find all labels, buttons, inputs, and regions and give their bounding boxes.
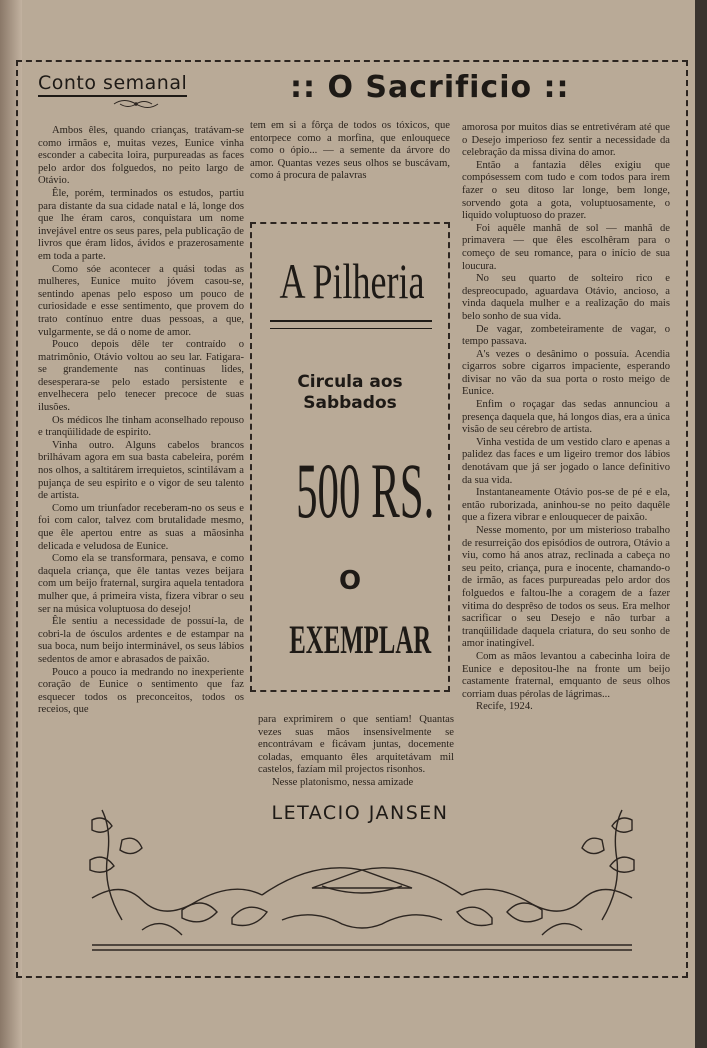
- paragraph: Vinha vestida de um vestido claro e apenas a palidez das faces e um ligeiro tremor dos lábios denotávam que já ser jogado o lance definitivo da sua vida.: [462, 436, 670, 486]
- paragraph: Instantaneamente Otávio pos-se de pé e ela, então ruborizada, aninhou-se no peito daquêle que a fizera vibrar e enlouquecer de paixão.: [462, 487, 670, 524]
- page-edge-shadow: [695, 0, 707, 1048]
- paragraph: Pouco a pouco ia medrando no inexperiente coração de Eunice o sentimento que faz esquecer todos os preconceitos, todos os receios, que: [38, 666, 244, 716]
- paragraph: A's vezes o desânimo o possuía. Acendia cigarros sobre cigarros impaciente, esperando divisar no vão da sua porta o rosto meigo de Eunice.: [462, 348, 670, 398]
- text-column-3: [462, 122, 670, 714]
- story-title: :: O Sacrificio ::: [290, 70, 570, 105]
- paragraph: Êle, porém, terminados os estudos, partiu para distante da sua cidade natal e lá, longe dos que lhe éram caros, conquistara um nome invejável entre os seus pares, pela publicação de livros que éram lidos, ávidos e prazerosamente em toda a parte.: [38, 187, 244, 262]
- paragraph: Êle sentiu a necessidade de possuí-la, de cobri-la de ósculos ardentes e de estampar na sua boca, num beijo interminável, os seus lábios sedentos de amor e abrasados de paixão.: [38, 616, 244, 665]
- paragraph: tem em si a fôrça de todos os tóxicos, que entorpece como a morfina, que enlouquece como o ópio... — a semente da árvore do amor. Quantas vezes seus olhos se buscávam, como á procura de palavras: [250, 120, 450, 182]
- text-column-2-bottom: [258, 714, 454, 790]
- paragraph: para exprimirem o que sentiam! Quantas vezes suas mãos insensivelmente se encontrávam e ficávam juntas, docemente coladas, emquanto êles arquitetávam mil castelos, fazíam mil projectos risonhos.: [258, 714, 454, 776]
- ad-rule: [270, 320, 432, 322]
- paragraph: Nesse momento, por um misterioso trabalho de resurreição dos episódios de outrora, Otávio a viu, como há anos atraz, reclinada a cabeça no seu peito, criança, pura e inocente, chamando-o de irmão, as faces purpureadas pelo ardor dos folguedos e faltou-lhe a coragem de a fazer vitima do desprêso de todos os seus. Era melhor sacrificar o seu Desejo e não turbar a tranqüilidade daquela criatura, do seu sonho de amor inatingível.: [462, 525, 670, 650]
- paragraph: Como ela se transformara, pensava, e como daquela criança, que êle tantas vezes beijara com um beijo fraternal, surgira aquela tentadora mulher que, á primeira vista, fizera vibrar o seu ser na música voluptuosa do desejo!: [38, 553, 244, 615]
- paragraph: Com as mãos levantou a cabecinha loira de Eunice e depositou-lhe na fronte um beijo castamente fraternal, emquanto de seus olhos corriam duas pérolas de lágrimas...: [462, 650, 670, 700]
- ad-copy-label: EXEMPLAR: [289, 617, 432, 662]
- paragraph: Pouco depois dêle ter contraído o matrimônio, Otávio voltou ao seu lar. Fatigara-se grandemente nas continuas lides, desesperara-se pelo estado persistente e envelhecera pelo tenecer precoce de suas ilusões.: [38, 339, 244, 414]
- paragraph: Como um triunfador receberam-no os seus e foi com calor, talvez com brutalidade mesmo, que êle apertou entre as suas a mãosinha delicada e veludosa de Eunice.: [38, 502, 244, 552]
- paragraph: No seu quarto de solteiro rico e despreocupado, aguardava Otávio, ancioso, a vinda daquela mulher e a realização do mais belo sonho de sua vida.: [462, 273, 670, 322]
- ad-rule: [270, 328, 432, 329]
- ad-article: O: [338, 566, 362, 596]
- ad-title: A Pilheria: [279, 253, 425, 309]
- paragraph: Então a fantazia dêles exigiu que compósessem com tudo e com todos para irem fazer o seu ditoso lar longe, bem longe, sorvendo gota a gota, voluptuosamente, o liquido voluptuoso do prazer.: [462, 159, 670, 222]
- paragraph: De vagar, zombeteiramente de vagar, o tempo passava.: [462, 323, 670, 348]
- paragraph: Nesse platonismo, nessa amizade: [272, 776, 414, 788]
- paragraph: Os médicos lhe tinham aconselhado repouso e tranqüilidade de espirito.: [38, 414, 244, 439]
- paragraph: Como sóe acontecer a quási todas as mulheres, Eunice muito jóvem casou-se, sentindo apenas pelo esposo um pouco de curiosidade e esse sentimento, que provem do trato contínuo entre duas pessoas, a que, vulgarmente, se dá o nome de amor.: [38, 263, 244, 338]
- author-name: LETACIO JANSEN: [271, 802, 449, 824]
- text-column-2-top: [250, 120, 450, 183]
- text-column-1: [38, 125, 244, 717]
- paragraph: Vinha outro. Alguns cabelos brancos brilhávam agora em sua basta cabeleira, porém nos olhos, a saltitárem irrequietos, scintilávam a pujança de seu espirito e o vigor de seu talento de artista.: [38, 439, 244, 502]
- dateline: Recife, 1924.: [476, 701, 533, 713]
- floral-ornament-icon: [82, 800, 642, 968]
- advertisement-box: [250, 222, 450, 692]
- flourish-ornament-icon: [112, 97, 160, 111]
- paragraph: Foi aquêle manhã de sol — manhã de primavera — que êles escolhêram para o começo de seu romance, para o início de sua loucura.: [462, 222, 670, 272]
- paragraph: Enfim o roçagar das sedas annunciou a presença daquela que, há longos dias, era a única visão de seu cérebro de artista.: [462, 399, 670, 436]
- section-label: Conto semanal: [38, 72, 187, 97]
- paragraph: Ambos êles, quando crianças, tratávam-se como irmãos e, muitas vezes, Eunice vinha esconder a cabecita loira, purpureadas as faces pelo ardor dos folguedos, no peito largo de Otávio.: [38, 125, 244, 187]
- ad-price: 500 RS.: [296, 447, 435, 534]
- ad-circulation-text: Circula aos Sabbados: [297, 372, 403, 413]
- paragraph: amorosa por muitos dias se entretivéram até que o Desejo imperioso fez sentir a necessidade da celebração da missa divina do amor.: [462, 122, 670, 159]
